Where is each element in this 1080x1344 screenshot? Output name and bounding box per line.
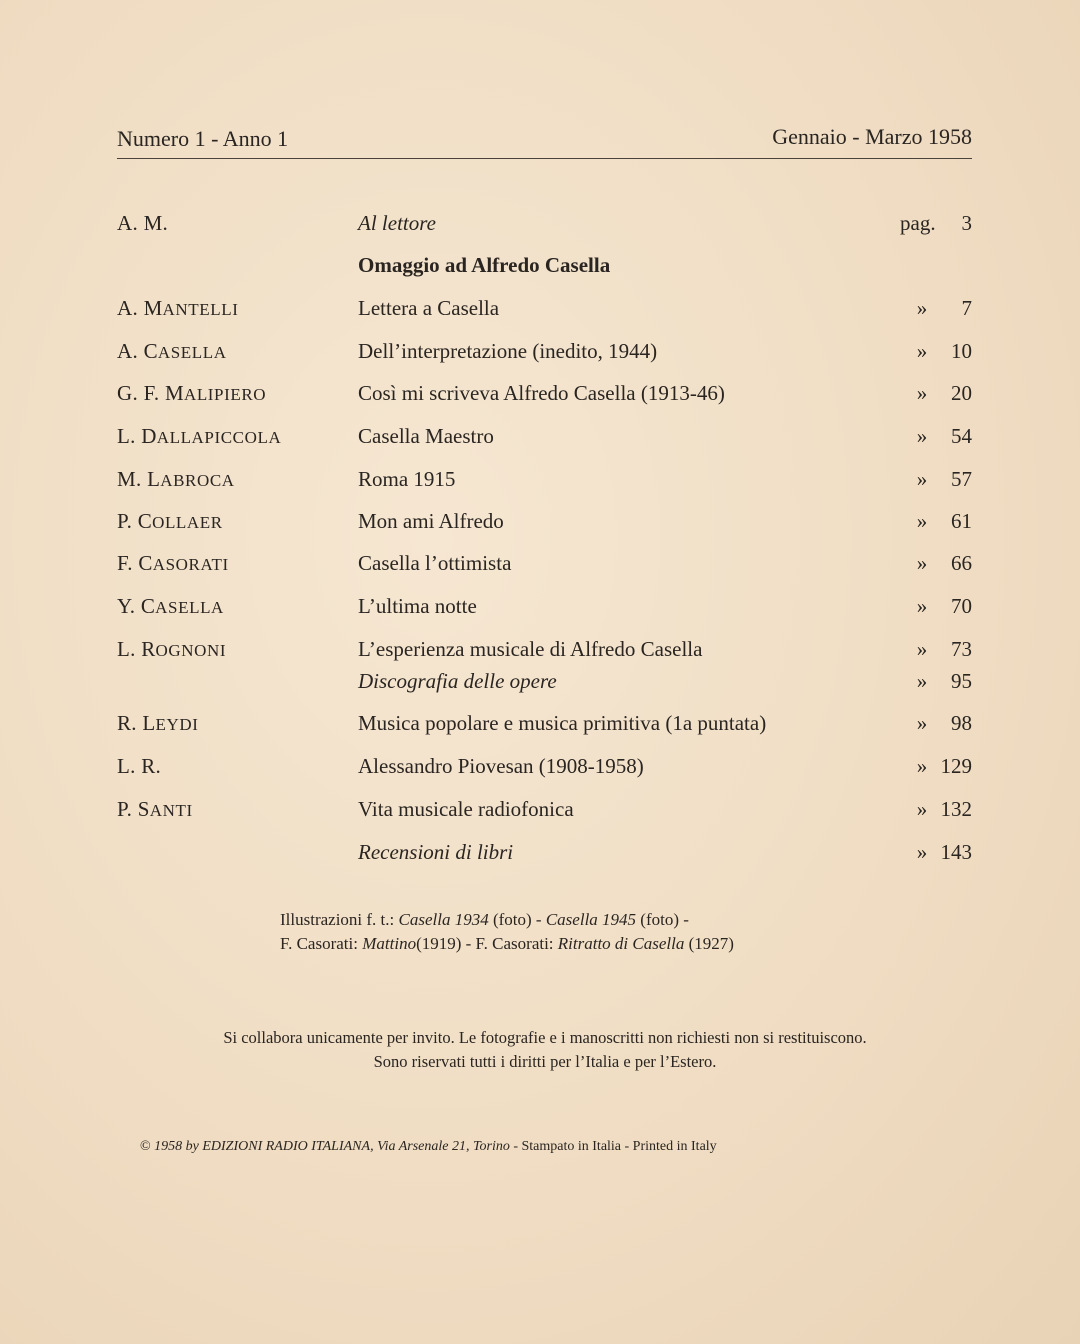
toc-author [117, 551, 229, 576]
toc-page-number: 98 [951, 711, 972, 735]
toc-row [0, 339, 1080, 369]
toc-row [0, 797, 1080, 827]
toc-title: Omaggio ad Alfredo Casella [358, 253, 611, 277]
toc-page-number: 70 [951, 594, 972, 618]
toc-title: Dell’interpretazione (inedito, 1944) [358, 339, 658, 363]
toc-page-number: 57 [951, 467, 972, 491]
toc-author [117, 381, 266, 406]
toc-author-surname: OLLAER [152, 513, 223, 532]
toc-title: Casella l’ottimista [358, 551, 512, 575]
toc-author-surname: ASORATI [152, 555, 229, 574]
toc-page-marker: » [916, 754, 928, 778]
toc-author [117, 424, 281, 449]
toc-title: Lettera a Casella [358, 296, 500, 320]
toc-page-marker: » [916, 551, 928, 575]
toc-page-number: 132 [940, 797, 972, 821]
notice-line-2: Sono riservati tutti i diritti per l’Italia e per l’Estero. [373, 1052, 717, 1071]
toc-row [0, 253, 1080, 283]
toc-author [117, 296, 239, 321]
toc-author-initial: G. F. M [117, 381, 184, 405]
toc-title: Vita musicale radiofonica [358, 797, 574, 821]
toc-page-number: 3 [961, 211, 972, 235]
toc-row [0, 551, 1080, 581]
copyright-publisher: 1958 by EDIZIONI RADIO ITALIANA, Via Arsenale 21, Torino [154, 1139, 510, 1154]
toc-author [117, 797, 193, 822]
toc-row [0, 211, 1080, 241]
toc-page-marker: » [916, 381, 928, 405]
toc-page-number: 54 [951, 424, 972, 448]
notice-line-1: Si collabora unicamente per invito. Le fotografie e i manoscritti non richiesti non si restituiscono. [223, 1028, 867, 1047]
toc-author-initial: A. C [117, 339, 158, 363]
toc-row [0, 637, 1080, 667]
toc-author-surname: ANTI [149, 801, 193, 820]
toc-page-marker: » [916, 594, 928, 618]
toc-page-marker: pag. [900, 211, 936, 235]
toc-page-number: 20 [951, 381, 972, 405]
toc-page-marker: » [916, 637, 928, 661]
toc-author-surname: ASELLA [157, 343, 227, 362]
toc-author-surname: OGNONI [155, 641, 227, 660]
toc-author-initial: A. M [117, 296, 163, 320]
toc-author-surname: ABROCA [160, 471, 235, 490]
copyright-printed: - Stampato in Italia - Printed in Italy [513, 1139, 717, 1154]
toc-title: Roma 1915 [358, 467, 456, 491]
toc-row [0, 840, 1080, 870]
toc-row [0, 509, 1080, 539]
toc-author-surname: ANTELLI [162, 300, 239, 319]
toc-author [117, 754, 161, 779]
illustrations-line-2: F. Casorati: Mattino(1919) - F. Casorati: Ritratto di Casella (1927) [280, 934, 734, 953]
toc-row [0, 424, 1080, 454]
toc-author-initial: P. S [117, 797, 150, 821]
toc-page-marker: » [916, 467, 928, 491]
toc-row [0, 711, 1080, 741]
rights-notice [110, 1026, 980, 1074]
toc-title: L’ultima notte [358, 594, 477, 618]
toc-title: Al lettore [358, 211, 436, 235]
toc-author-surname: EYDI [155, 715, 199, 734]
toc-page-marker: » [916, 424, 928, 448]
toc-page-marker: » [916, 509, 928, 533]
toc-title: Mon ami Alfredo [358, 509, 504, 533]
toc-title: Recensioni di libri [358, 840, 514, 864]
toc-author-initial: Y. C [117, 594, 156, 618]
toc-author [117, 339, 227, 364]
toc-author-initial: L. R. [117, 754, 162, 778]
toc-author-initial: L. R [117, 637, 156, 661]
toc-page-number: 10 [951, 339, 972, 363]
toc-author [117, 637, 226, 662]
issue-number: Numero 1 - Anno 1 [117, 126, 289, 151]
toc-row [0, 381, 1080, 411]
toc-author [117, 594, 224, 619]
toc-page-number: 143 [940, 840, 972, 864]
toc-author [117, 509, 223, 534]
toc-author [117, 711, 199, 736]
toc-row [0, 467, 1080, 497]
toc-row [0, 754, 1080, 784]
toc-title: Alessandro Piovesan (1908-1958) [358, 754, 644, 778]
toc-title: Musica popolare e musica primitiva (1a puntata) [358, 711, 767, 735]
toc-page-marker: » [916, 797, 928, 821]
copyright-line [140, 1139, 960, 1155]
toc-page-number: 73 [951, 637, 972, 661]
toc-page-marker: » [916, 711, 928, 735]
toc-author-surname: ALIPIERO [183, 385, 267, 404]
toc-title: L’esperienza musicale di Alfredo Casella [358, 637, 703, 661]
toc-author-surname: ASELLA [155, 598, 224, 617]
toc-page-marker: » [916, 339, 928, 363]
toc-page-marker: » [916, 840, 928, 864]
toc-page-number: 61 [951, 509, 972, 533]
issue-date: Gennaio - Marzo 1958 [772, 124, 972, 149]
toc-author [117, 467, 235, 492]
page-header [117, 122, 972, 159]
toc-author [117, 211, 168, 236]
toc-author-initial: P. C [117, 509, 153, 533]
toc-row [0, 594, 1080, 624]
toc-author-initial: M. L [117, 467, 161, 491]
toc-title: Così mi scriveva Alfredo Casella (1913-46) [358, 381, 725, 405]
toc-author-initial: F. C [117, 551, 153, 575]
toc-author-initial: R. L [117, 711, 156, 735]
toc-row [0, 296, 1080, 326]
toc-title: Casella Maestro [358, 424, 494, 448]
toc-author-initial: A. M. [117, 211, 169, 235]
illustrations-note [280, 908, 840, 956]
toc-author-surname: ALLAPICCOLA [156, 428, 282, 447]
toc-page-number: 66 [951, 551, 972, 575]
toc-title: Discografia delle opere [358, 669, 557, 693]
toc-page-number: 95 [951, 669, 972, 693]
copyright-symbol: © [140, 1139, 151, 1154]
toc-author-initial: L. D [117, 424, 157, 448]
toc-page-marker: » [916, 669, 928, 693]
toc-page-marker: » [916, 296, 928, 320]
toc-page-number: 129 [940, 754, 972, 778]
toc-page-number: 7 [961, 296, 972, 320]
illustrations-line-1: Illustrazioni f. t.: Casella 1934 (foto) - Casella 1945 (foto) - [280, 910, 689, 929]
toc-row [0, 669, 1080, 699]
